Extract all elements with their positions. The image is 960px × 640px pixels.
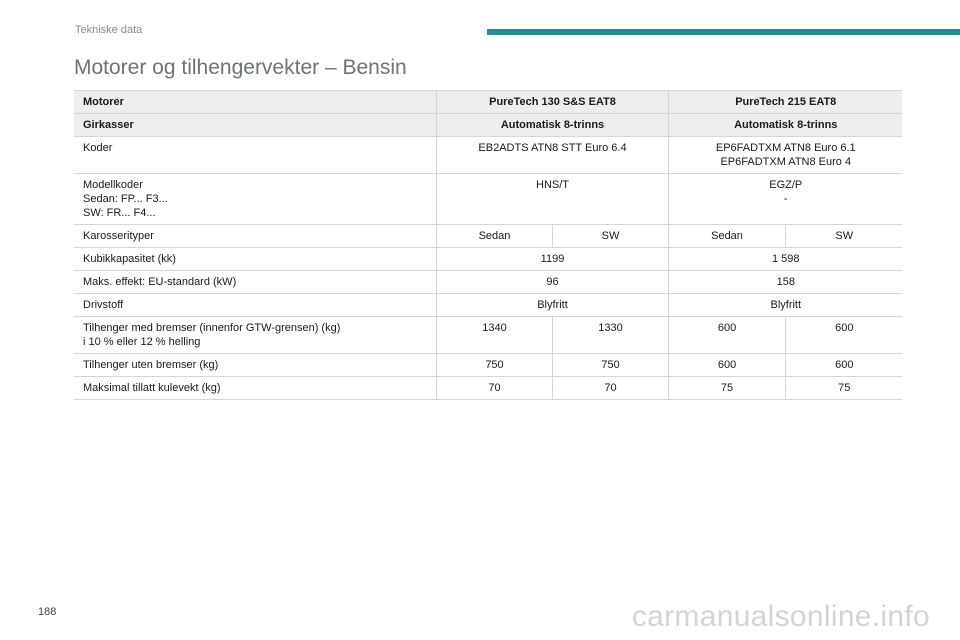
table-row [74, 354, 902, 377]
row-label-karosserityper: Karosserityper [74, 225, 436, 248]
fuel-1-cell: Blyfritt [436, 294, 668, 317]
row-label-girkasser: Girkasser [74, 114, 436, 137]
table-row [74, 91, 902, 114]
noseweight-value-cell: 70 [552, 377, 668, 400]
spec-table [74, 90, 902, 400]
section-label: Tekniske data [75, 24, 143, 36]
code-2-line1: EP6FADTXM ATN8 Euro 6.1 [715, 142, 856, 154]
noseweight-value-cell: 70 [436, 377, 552, 400]
row-label-kubikkapasitet: Kubikkapasitet (kk) [74, 248, 436, 271]
unbraked-value-cell: 750 [436, 354, 552, 377]
model-code-2-line2: - [783, 193, 788, 205]
braked-value-cell: 1340 [436, 317, 552, 354]
table-row [74, 248, 902, 271]
body-type-cell: SW [785, 225, 902, 248]
code-2-cell [668, 137, 902, 174]
row-label-noseweight: Maksimal tillatt kulevekt (kg) [74, 377, 436, 400]
row-label-motorer: Motorer [74, 91, 436, 114]
engine-1-cell: PureTech 130 S&S EAT8 [436, 91, 668, 114]
table-row [74, 294, 902, 317]
braked-label-line1: Tilhenger med bremser (innenfor GTW-grensen) (kg) [83, 322, 341, 334]
body-type-cell: Sedan [436, 225, 552, 248]
power-1-cell: 96 [436, 271, 668, 294]
modellkoder-line1: Modellkoder [83, 179, 143, 191]
gearbox-1-cell: Automatisk 8-trinns [436, 114, 668, 137]
model-code-2-line1: EGZ/P [769, 179, 803, 191]
row-label-effekt: Maks. effekt: EU-standard (kW) [74, 271, 436, 294]
code-2-line2: EP6FADTXM ATN8 Euro 4 [720, 156, 852, 168]
table-row [74, 271, 902, 294]
table-row [74, 114, 902, 137]
row-label-modellkoder [74, 174, 436, 225]
fuel-2-cell: Blyfritt [668, 294, 902, 317]
table-row [74, 137, 902, 174]
page-number: 188 [38, 606, 57, 618]
header-accent-bar [487, 29, 960, 35]
watermark: carmanualsonline.info [631, 600, 930, 633]
code-1-cell: EB2ADTS ATN8 STT Euro 6.4 [436, 137, 668, 174]
modellkoder-line2: Sedan: FP... F3... [83, 193, 168, 205]
row-label-koder: Koder [74, 137, 436, 174]
unbraked-value-cell: 750 [552, 354, 668, 377]
page-title: Motorer og tilhengervekter – Bensin [74, 56, 407, 79]
table-row [74, 225, 902, 248]
noseweight-value-cell: 75 [668, 377, 785, 400]
braked-label-line2: i 10 % eller 12 % helling [83, 336, 201, 348]
unbraked-value-cell: 600 [785, 354, 902, 377]
table-row [74, 174, 902, 225]
gearbox-2-cell: Automatisk 8-trinns [668, 114, 902, 137]
displacement-1-cell: 1199 [436, 248, 668, 271]
braked-value-cell: 600 [785, 317, 902, 354]
table-row [74, 377, 902, 400]
table-row [74, 317, 902, 354]
model-code-1-cell: HNS/T [436, 174, 668, 225]
noseweight-value-cell: 75 [785, 377, 902, 400]
modellkoder-line3: SW: FR... F4... [83, 207, 156, 219]
row-label-braked-trailer [74, 317, 436, 354]
braked-value-cell: 600 [668, 317, 785, 354]
braked-value-cell: 1330 [552, 317, 668, 354]
power-2-cell: 158 [668, 271, 902, 294]
row-label-drivstoff: Drivstoff [74, 294, 436, 317]
displacement-2-cell: 1 598 [668, 248, 902, 271]
engine-2-cell: PureTech 215 EAT8 [668, 91, 902, 114]
body-type-cell: SW [552, 225, 668, 248]
model-code-2-cell [668, 174, 902, 225]
row-label-unbraked-trailer: Tilhenger uten bremser (kg) [74, 354, 436, 377]
body-type-cell: Sedan [668, 225, 785, 248]
unbraked-value-cell: 600 [668, 354, 785, 377]
